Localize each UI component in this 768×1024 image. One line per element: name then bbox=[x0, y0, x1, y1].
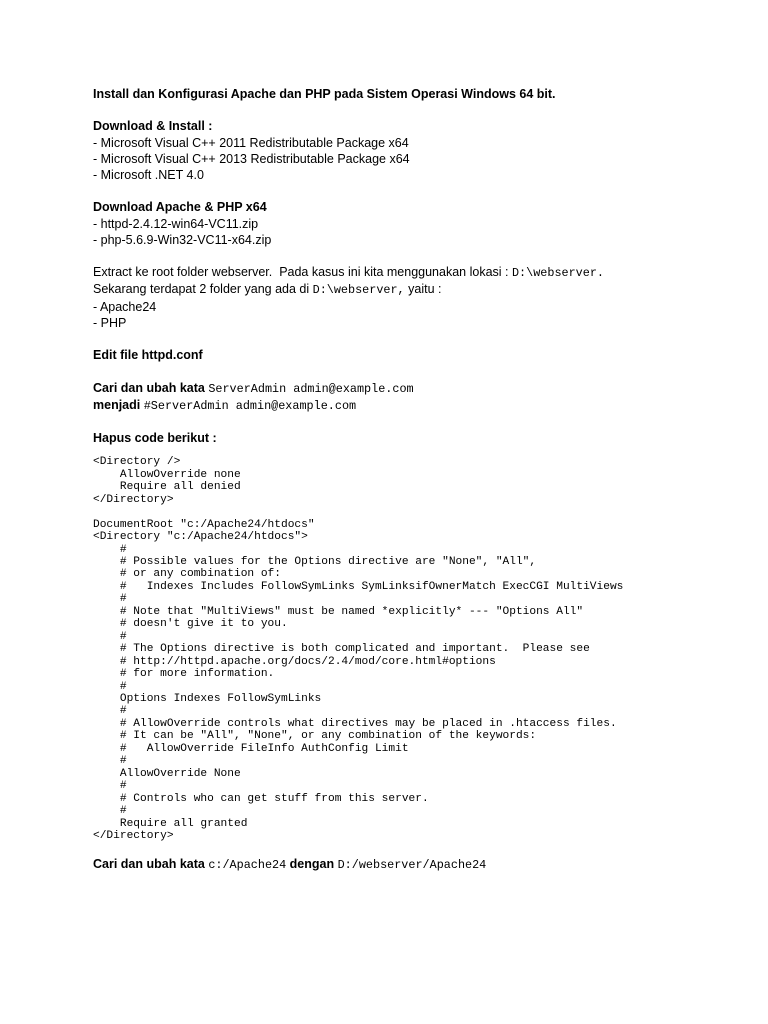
replace-text: menjadi bbox=[93, 397, 144, 412]
code-line: # doesn't give it to you. bbox=[93, 618, 288, 631]
code-line: # The Options directive is both complicated and important. Please see bbox=[93, 643, 590, 656]
new-path-code: D:/webserver/Apache24 bbox=[337, 858, 487, 873]
code-line: DocumentRoot "c:/Apache24/htdocs" bbox=[93, 518, 315, 531]
code-line: <Directory "c:/Apache24/htdocs"> bbox=[93, 531, 308, 544]
code-line: </Directory> bbox=[93, 829, 174, 842]
replace-admin-line-1 bbox=[93, 380, 733, 397]
code-line: AllowOverride none bbox=[93, 468, 241, 481]
code-line: # bbox=[93, 780, 127, 793]
extract-text-suffix: yaitu : bbox=[404, 282, 442, 297]
extract-text: Sekarang terdapat 2 folder yang ada di bbox=[93, 282, 313, 297]
extract-path-code: D:\webserver, bbox=[312, 283, 405, 298]
code-line: # bbox=[93, 680, 127, 693]
replace-text: dengan bbox=[286, 857, 338, 872]
server-admin-code: #ServerAdmin admin@example.com bbox=[143, 398, 357, 413]
list-item: - Microsoft Visual C++ 2011 Redistributable Package x64 bbox=[93, 135, 409, 150]
edit-heading: Edit file httpd.conf bbox=[93, 348, 203, 363]
code-line: # It can be "All", "None", or any combination of the keywords: bbox=[93, 730, 537, 743]
code-line: <Directory /> bbox=[93, 456, 181, 469]
code-line: # Note that "MultiViews" must be named *explicitly* --- "Options All" bbox=[93, 605, 584, 618]
replace-admin-line-2 bbox=[93, 397, 733, 414]
code-line: # bbox=[93, 705, 127, 718]
download-apache-php-heading: Download Apache & PHP x64 bbox=[93, 200, 267, 215]
code-line: Require all granted bbox=[93, 817, 248, 830]
document-title: Install dan Konfigurasi Apache dan PHP pada Sistem Operasi Windows 64 bit. bbox=[93, 87, 556, 101]
code-line: # or any combination of: bbox=[93, 568, 281, 581]
extract-line-2 bbox=[93, 281, 733, 298]
code-line: # http://httpd.apache.org/docs/2.4/mod/core.html#options bbox=[93, 655, 496, 668]
code-block-2 bbox=[93, 519, 733, 843]
code-line: # Indexes Includes FollowSymLinks SymLinksifOwnerMatch ExecCGI MultiViews bbox=[93, 580, 624, 593]
code-line: # bbox=[93, 543, 127, 556]
list-item: - Microsoft Visual C++ 2013 Redistributable Package x64 bbox=[93, 151, 410, 166]
list-item: - Microsoft .NET 4.0 bbox=[93, 168, 204, 182]
code-line: # AllowOverride FileInfo AuthConfig Limit bbox=[93, 742, 409, 755]
code-line: # for more information. bbox=[93, 668, 275, 681]
old-path-code: c:/Apache24 bbox=[208, 858, 287, 873]
extract-text: Extract ke root folder webserver. Pada kasus ini kita menggunakan lokasi : bbox=[93, 265, 512, 280]
extract-path-code: D:\webserver. bbox=[511, 266, 604, 281]
document-page bbox=[93, 86, 733, 874]
code-line: Options Indexes FollowSymLinks bbox=[93, 692, 322, 705]
code-line: </Directory> bbox=[93, 493, 174, 506]
code-line: # Controls who can get stuff from this server. bbox=[93, 792, 429, 805]
list-item: - php-5.6.9-Win32-VC11-x64.zip bbox=[93, 232, 272, 247]
server-admin-code: ServerAdmin admin@example.com bbox=[208, 381, 414, 396]
replace-text: Cari dan ubah kata bbox=[93, 857, 209, 872]
code-line: Require all denied bbox=[93, 481, 241, 494]
list-item: - PHP bbox=[93, 315, 127, 330]
code-block-1 bbox=[93, 456, 733, 506]
extract-line-1 bbox=[93, 264, 733, 281]
hapus-heading: Hapus code berikut : bbox=[93, 431, 217, 446]
replace-path-line bbox=[93, 856, 733, 873]
download-install-heading: Download & Install : bbox=[93, 119, 213, 134]
code-line: # AllowOverride controls what directives may be placed in .htaccess files. bbox=[93, 717, 617, 730]
list-item: - Apache24 bbox=[93, 299, 157, 314]
code-line: # bbox=[93, 593, 127, 606]
code-line: # bbox=[93, 805, 127, 818]
code-line: # bbox=[93, 755, 127, 768]
code-line: AllowOverride None bbox=[93, 767, 241, 780]
code-line: # bbox=[93, 630, 127, 643]
replace-text: Cari dan ubah kata bbox=[93, 380, 209, 395]
list-item: - httpd-2.4.12-win64-VC11.zip bbox=[93, 216, 259, 231]
code-line: # Possible values for the Options directive are "None", "All", bbox=[93, 555, 537, 568]
